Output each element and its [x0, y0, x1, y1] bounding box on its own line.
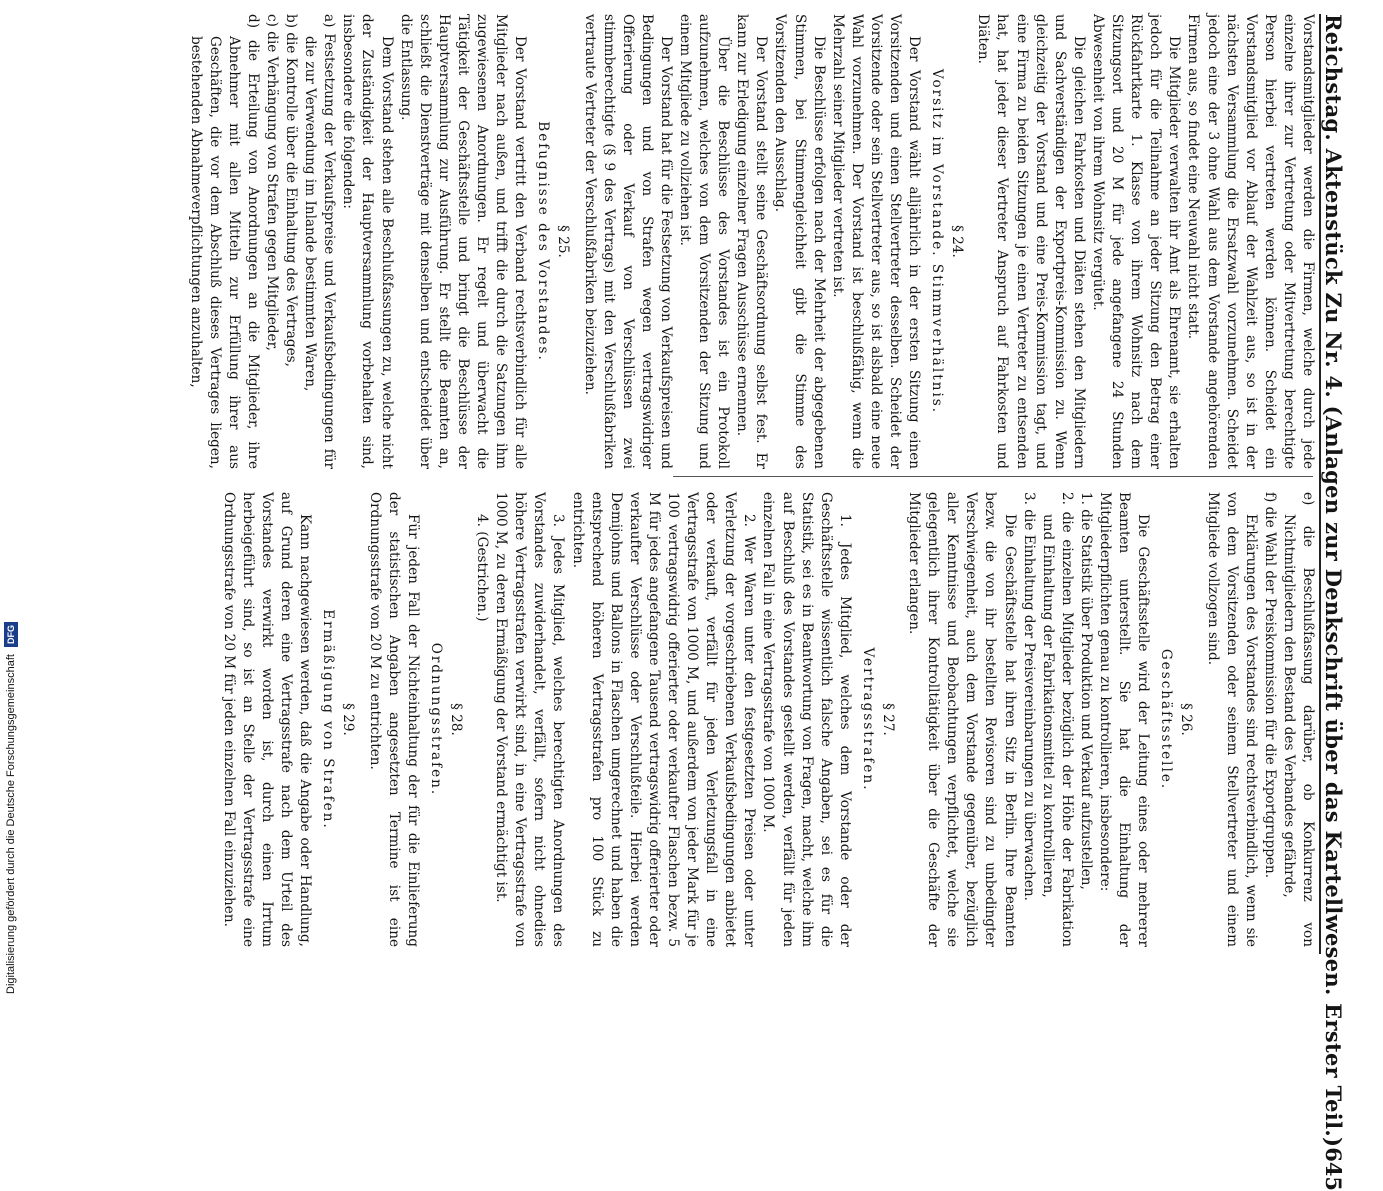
section-number: § 24.	[949, 225, 966, 258]
paragraph: 3. Jedes Mitglied, welches berechtigten Anordnungen des Vorstandes zuwiderhandelt, verfällt, sofern nicht ohnedies höhere Vertragsstrafen verwirkt sind, in eine Vertragsstrafe von 1000 M, zu deren Ermäßigung der Vorstand ermächtigt ist.	[493, 492, 567, 947]
list-item: e) die Beschlußfassung darüber, ob Konkurrenz von Nichtmitgliedern den Bestand des Verbandes gefährde,	[1280, 492, 1316, 947]
paragraph: Der Vorstand wählt alljährlich in der ersten Sitzung einen Vorsitzenden und einen Stellvertreter desselben. Scheidet der Vorsitzende oder sein Stellvertreter aus, so ist alsbald eine neue Wahl vorzunehmen. Der Vorstand ist beschlußfähig, wenn die Mehrzahl seiner Mitglieder vertreten ist.	[829, 14, 923, 469]
paragraph: Der Vorstand hat für die Festsetzung von Verkaufspreisen und Bedingungen und von Strafen wegen vertragswidriger Offerierung oder Verkauf von Verschlüssen zwei stimmberechtigte (§ 9 des Vertrags) mit den Verschlußfabriken vertraute Vertreter der Verschlußfabriken beizuziehen.	[581, 14, 674, 469]
paragraph: Erklärungen des Vorstandes sind rechtsverbindlich, wenn sie von dem Vorsitzenden oder seinem Stellvertreter und einem Mitgliede vollzogen sind.	[1204, 492, 1259, 947]
section-heading: Vertragsstrafen.	[859, 647, 876, 792]
section-heading: Vorsitz im Vorstande. Stimmverhältnis.	[929, 68, 946, 415]
paragraph: 4. (Gestrichen.)	[474, 514, 491, 622]
paragraph: Die Beschlüsse erfolgen nach der Mehrheit der abgegebenen Stimmen, bei Stimmengleichheit gibt die Stimme des Vorsitzenden den Ausschlag.	[772, 14, 827, 469]
section-heading: Befugnisse des Vorstandes.	[535, 121, 552, 362]
left-column	[186, 14, 1317, 469]
list-item: 2. die einzelnen Mitglieder bezüglich der Höhe der Fabrikation und Einhaltung der Fabrikationsmittel zu kontrollieren,	[1039, 492, 1075, 947]
paragraph: Die Geschäftsstelle hat ihren Sitz in Berlin. Ihre Beamten bezw. die von ihr bestellten Revisoren sind zu unbedingter Verschwiegenheit, auch dem Vorstande gegenüber, bezüglich aller Kenntnisse und Beobachtungen verpflichtet, welche sie gelegentlich ihrer Kontrolltätigkeit über die Geschäfte der Mitglieder erlangen.	[906, 492, 1018, 947]
paragraph: Vorstandsmitglieder werden die Firmen, welche durch jede einzelne ihrer zur Vertretung oder Mitvertretung berechtigte Person hierbei vertreten werden können. Scheidet ein Vorstandsmitglied vor Ablauf der Wahlzeit aus, so ist in der nächsten Versammlung die Ersatzwahl vorzunehmen. Scheidet jedoch eine der 3 ohne Wahl aus dem Vorstande angehörenden Firmen aus, so findet eine Neuwahl nicht statt.	[1185, 14, 1316, 469]
section-number: § 27.	[880, 703, 897, 736]
section-number: § 25.	[555, 225, 572, 258]
dfg-logo: DFG	[4, 622, 18, 647]
column-divider	[673, 476, 1313, 477]
page-header	[1319, 14, 1361, 1191]
section-number: § 26.	[1178, 703, 1195, 736]
paragraph: Über die Beschlüsse des Vorstandes ist ein Protokoll aufzunehmen, welches von dem Vorsitzenden der Sitzung und einem Mitgliede zu vollziehen ist.	[677, 14, 732, 469]
paragraph: Kann nachgewiesen werden, daß die Angabe oder Handlung, auf Grund deren eine Vertragsstrafe nach dem Urteil des Vorstandes verwirkt worden ist, durch einen Irrtum herbeigeführt sind, so ist an Stelle der Vertragsstrafe eine Ordnungsstrafe von 20 M für jeden einzelnen Fall einzuziehen.	[220, 492, 314, 947]
page-number: 645	[1321, 1147, 1346, 1191]
list-item: a) Festsetzung der Verkaufspreise und Verkaufsbedingungen für die zur Verwendung im Inlande bestimmten Waren,	[302, 14, 338, 469]
list-item: d) die Erteilung von Anordnungen an die Mitglieder, ihre Abnehmer mit allen Mitteln zur Erfüllung ihrer aus Geschäften, die vor dem Abschluß dieses Vertrages liegen, bestehenden Abnahmeverpflichtungen anzuhalten,	[187, 14, 261, 469]
list-item: b) die Kontrolle über die Einhaltung des Vertrages,	[283, 14, 300, 367]
section-heading: Geschäftsstelle.	[1158, 648, 1175, 791]
paragraph: Die Geschäftsstelle wird der Leitung eines oder mehrerer Beamten unterstellt. Sie hat die Einhaltung der Mitgliederpflichten genau zu kontrollieren, insbesondere:	[1097, 492, 1152, 947]
list-item: f) die Wahl der Preiskommission für die Exportgruppen.	[1261, 492, 1278, 879]
credit-text: Digitalisierung gefördert durch die Deutsche Forschungsgemeinschaft	[5, 654, 17, 994]
list-item: c) die Verhängung von Strafen gegen Mitglieder,	[264, 14, 281, 351]
paragraph: 2. Wer Waren unter den festgesetzten Preisen oder unter Verletzung der vorgeschriebenen Verkaufsbedingungen anbietet oder verkauft, verfällt für jeden Verletzungsfall in eine Vertragsstrafe von 1000 M, und außerdem von jeder Mark für je 100 vertragswidrig offerierter oder verkaufter Flaschen bezw. 5 M für jedes angefangene Tausend vertragswidrig offerierter oder verkaufter Verschlüsse oder Verschlußteile. Hierbei werden Demijohns und Ballons in Flaschen umgerechnet und haben die entsprechend höheren Vertragsstrafen pro 100 Stück zu entrichten.	[569, 492, 758, 947]
paragraph: Der Vorstand stellt seine Geschäftsordnung selbst fest. Er kann zur Erledigung einzelner Fragen Ausschüsse ernennen.	[734, 14, 770, 469]
list-item: 3. die Einhaltung der Preisvereinbarungen zu überwachen.	[1020, 492, 1037, 901]
paragraph: Die gleichen Fahrkosten und Diäten stehen den Mitgliedern und Sachverständigen der Exportpreis-Kommission zu. Wenn gleichzeitig der Vorstand und eine Preis-Kommission tagt, und eine Firma zu beiden Sitzungen je einen Vertreter zu entsenden hat, hat jeder dieser Vertreter Anspruch auf Fahrkosten und Diäten.	[975, 14, 1087, 469]
paragraph: Für jeden Fall der Nichteinhaltung der für die Einlieferung der statistischen Angaben angesetzten Termine ist eine Ordnungsstrafe von 20 M zu entrichten.	[366, 492, 421, 947]
paragraph: Der Vorstand vertritt den Verband rechtsverbindlich für alle Mitglieder nach außen, und trifft die durch die Satzungen ihm zugewiesenen Anordnungen. Er regelt und überwacht die Tätigkeit der Geschäftsstelle und bringt die Beschlüsse der Hauptversammlung zur Ausführung. Er stellt die Beamten an, schließt die Dienstverträge mit denselben und entscheidet über die Entlassung.	[397, 14, 529, 469]
paragraph: Dem Vorstand stehen alle Beschlußfassungen zu, welche nicht der Zuständigkeit der Hauptversammlung vorbehalten sind, insbesondere die folgenden:	[340, 14, 395, 469]
paragraph: Die Mitglieder verwalten ihr Amt als Ehrenamt, sie erhalten jedoch für die Teilnahme an jeder Sitzung den Betrag einer Rückfahrtkarte 1. Klasse von ihrem Wohnsitz nach dem Sitzungsort und 20 M für jede angefangene 24 Stunden Abwesenheit von ihrem Wohnsitz vergütet.	[1089, 14, 1183, 469]
list-item: 1. die Statistik über Produktion und Verkauf aufzustellen,	[1077, 492, 1094, 890]
header-title: Reichstag. Aktenstück Zu Nr. 4. (Anlagen zur Denkschrift über das Kartellwesen. Erster Teil.)	[1321, 14, 1346, 1148]
paragraph: 1. Jedes Mitglied, welches dem Vorstande oder der Geschäftsstelle wissentlich falsche Angaben, sei es für die Statistik, sei es in Beantwortung von Fragen, macht, welche ihm auf Beschluß des Vorstandes gestellt werden, verfällt für jeden einzelnen Fall in eine Vertragsstrafe von 1000 M.	[760, 492, 853, 947]
section-heading: Ordnungsstrafen.	[427, 642, 444, 797]
section-number: § 29.	[340, 703, 357, 736]
right-column	[219, 492, 1317, 947]
digitization-credit	[0, 0, 22, 1000]
section-number: § 28.	[447, 703, 464, 736]
section-heading: Ermäßigung von Strafen.	[320, 609, 337, 830]
